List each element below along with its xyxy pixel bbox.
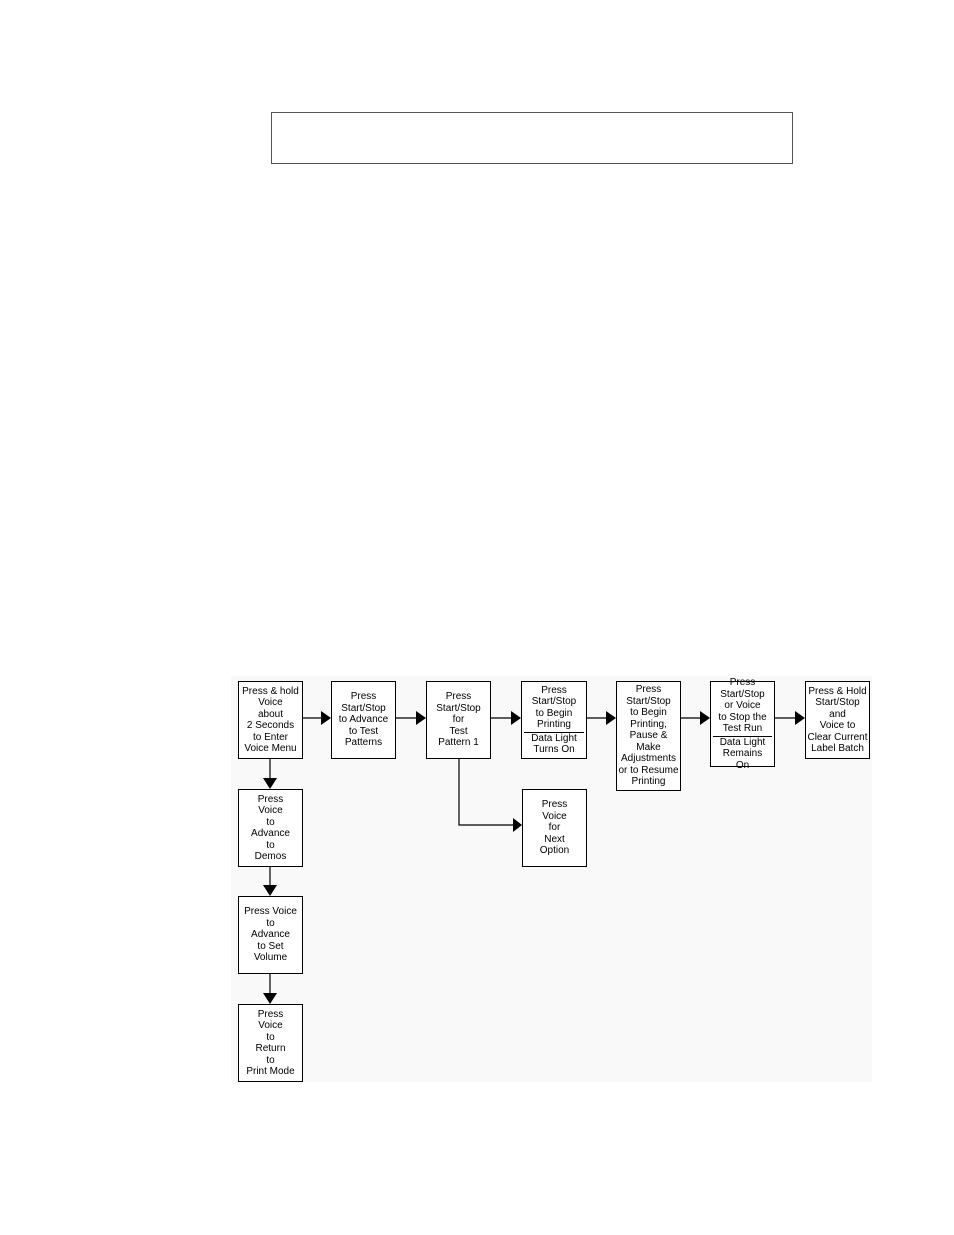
node-label: Press & Hold Start/Stop and Voice to Clear Current Label Batch (807, 685, 868, 754)
node-clear-label-batch (805, 681, 870, 759)
arrowhead (263, 778, 277, 789)
node-enter-voice-menu (238, 681, 303, 759)
arrowhead (606, 711, 616, 725)
node-pause-adjust (616, 681, 681, 791)
arrowhead (321, 711, 331, 725)
node-return-print-mode (238, 1004, 303, 1082)
node-label: Press Start/Stop to Advance to Test Patterns (338, 691, 389, 749)
arrowhead (700, 711, 710, 725)
node-label: Press Voice to Return to Print Mode (246, 1008, 295, 1077)
node-label: Press Start/Stop or Voice to Stop the Test Run (718, 677, 767, 734)
node-advance-test-patterns (331, 681, 396, 759)
node-label: Press Start/Stop to Begin Printing, Pause & Make Adjustments or to Resume Printing (618, 684, 679, 788)
node-label: Press Start/Stop to Begin Printing (531, 684, 577, 730)
node-set-volume (238, 896, 303, 974)
node-label: Press Voice to Advance to Demos (251, 793, 290, 862)
node-advance-demos (238, 789, 303, 867)
node-sublabel: Data Light Remains On (713, 736, 772, 772)
node-next-option (522, 789, 587, 867)
node-label: Press Voice to Advance to Set Volume (244, 906, 297, 964)
arrowhead (795, 711, 805, 725)
node-test-pattern-1 (426, 681, 491, 759)
node-sublabel: Data Light Turns On (524, 732, 584, 756)
arrowhead (263, 885, 277, 896)
arrowhead (513, 818, 522, 832)
arrowhead (511, 711, 521, 725)
node-stop-test-run (710, 677, 775, 771)
arrowhead (263, 993, 277, 1004)
arrowhead (416, 711, 426, 725)
node-begin-printing (521, 681, 587, 759)
node-label: Press & hold Voice about 2 Seconds to Enter Voice Menu (242, 685, 299, 754)
arrow-test-pattern-to-next-option (459, 759, 513, 825)
node-label: Press Start/Stop for Test Pattern 1 (436, 691, 481, 749)
node-label: Press Voice for Next Option (539, 799, 570, 857)
